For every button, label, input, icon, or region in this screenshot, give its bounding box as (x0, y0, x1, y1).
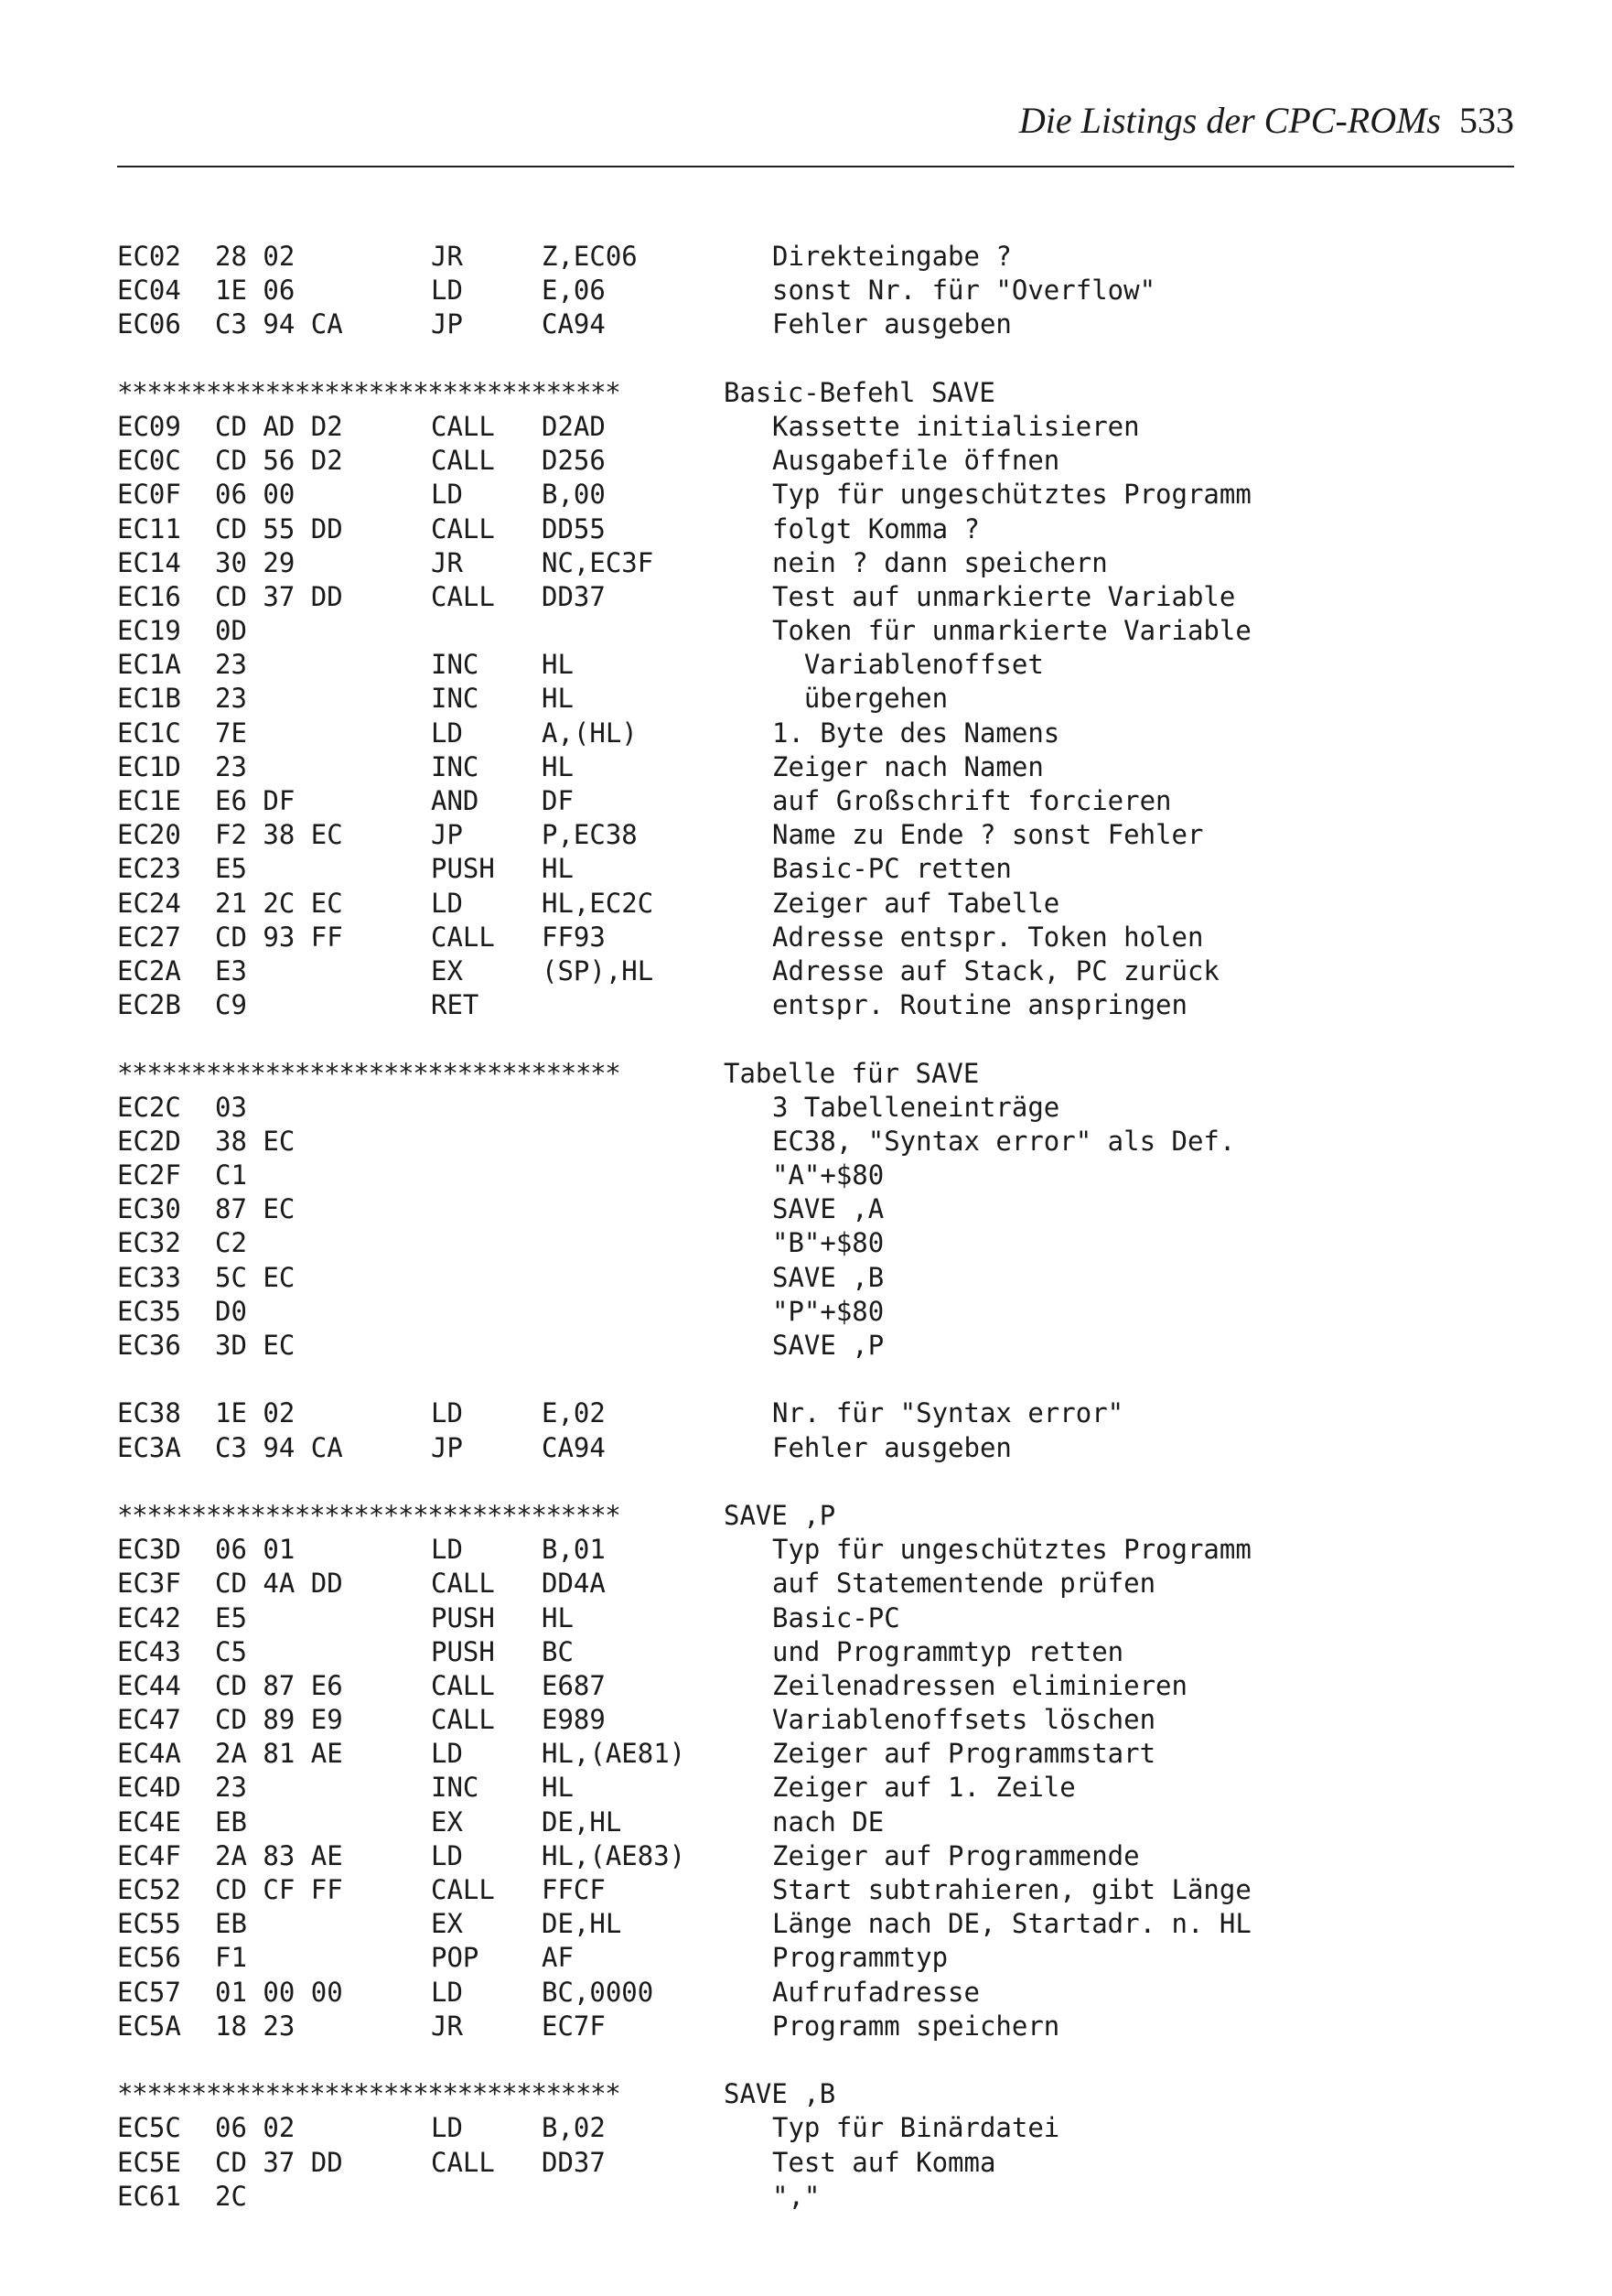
comment: Basic-PC retten (772, 853, 1012, 885)
operand: DF (542, 785, 574, 816)
mnemonic: INC (431, 750, 479, 782)
mnemonic: LD (431, 1397, 463, 1429)
comment: nach DE (772, 1806, 885, 1838)
comment: Programmtyp (772, 1942, 949, 1974)
address: EC30 (117, 1193, 181, 1225)
mnemonic: AND (431, 785, 479, 816)
mnemonic: CALL (431, 410, 495, 442)
hex-bytes: 06 02 (215, 2112, 296, 2144)
hex-bytes: D0 (215, 1295, 247, 1327)
operand: BC (542, 1635, 574, 1667)
comment: Zeiger auf 1. Zeile (772, 1772, 1076, 1804)
comment: folgt Komma ? (772, 512, 980, 544)
hex-bytes: C5 (215, 1635, 247, 1667)
comment: übergehen (772, 683, 949, 715)
hex-bytes: 28 02 (215, 241, 296, 272)
comment: Variablenoffset (772, 649, 1044, 681)
mnemonic: LD (431, 1839, 463, 1871)
hex-bytes: 3D EC (215, 1330, 296, 1361)
mnemonic: PUSH (431, 1635, 495, 1667)
comment: Test auf Komma (772, 2146, 996, 2178)
comment: "," (772, 2180, 821, 2212)
address: EC1A (117, 649, 181, 681)
hex-bytes: CD CF FF (215, 1874, 343, 1905)
address: EC2D (117, 1125, 181, 1157)
comment: Variablenoffsets löschen (772, 1704, 1156, 1736)
hex-bytes: CD 37 DD (215, 2146, 343, 2178)
comment: Typ für ungeschütztes Programm (772, 479, 1252, 511)
comment: Name zu Ende ? sonst Fehler (772, 819, 1204, 851)
hex-bytes: 1E 02 (215, 1397, 296, 1429)
mnemonic: INC (431, 1772, 479, 1804)
comment: "B"+$80 (772, 1227, 885, 1259)
hex-bytes: E5 (215, 853, 247, 885)
address: EC5E (117, 2146, 181, 2178)
comment: sonst Nr. für "Overflow" (772, 275, 1156, 307)
operand: HL,EC2C (542, 887, 654, 919)
address: EC11 (117, 512, 181, 544)
comment: Zeiger auf Tabelle (772, 887, 1060, 919)
page-number: 533 (1459, 100, 1514, 141)
address: EC1E (117, 785, 181, 816)
comment: Nr. für "Syntax error" (772, 1397, 1124, 1429)
hex-bytes: 30 29 (215, 546, 296, 578)
operand: HL (542, 649, 574, 681)
address: EC02 (117, 241, 181, 272)
operand: DD37 (542, 2146, 606, 2178)
hex-bytes: CD 87 E6 (215, 1669, 343, 1701)
hex-bytes: EB (215, 1908, 247, 1940)
address: EC33 (117, 1261, 181, 1293)
header-rule (117, 166, 1514, 167)
comment: Fehler ausgeben (772, 308, 1012, 340)
comment: und Programmtyp retten (772, 1635, 1124, 1667)
operand: P,EC38 (542, 819, 638, 851)
hex-bytes: 01 00 00 (215, 1976, 343, 2008)
address: EC16 (117, 580, 181, 612)
address: EC1D (117, 750, 181, 782)
hex-bytes: 2C (215, 2180, 247, 2212)
operand: EC7F (542, 2010, 606, 2042)
hex-bytes: 38 EC (215, 1125, 296, 1157)
hex-bytes: CD 55 DD (215, 512, 343, 544)
operand: Z,EC06 (542, 241, 638, 272)
hex-bytes: E3 (215, 954, 247, 986)
mnemonic: JP (431, 819, 463, 851)
address: EC55 (117, 1908, 181, 1940)
comment: Kassette initialisieren (772, 410, 1140, 442)
hex-bytes: F1 (215, 1942, 247, 1974)
hex-bytes: EB (215, 1806, 247, 1838)
hex-bytes: 23 (215, 750, 247, 782)
mnemonic: JR (431, 546, 463, 578)
hex-bytes: E6 DF (215, 785, 296, 816)
hex-bytes: 21 2C EC (215, 887, 343, 919)
running-header-title: Die Listings der CPC-ROMs (1018, 100, 1441, 141)
mnemonic: LD (431, 717, 463, 749)
mnemonic: JP (431, 308, 463, 340)
hex-bytes: CD 56 D2 (215, 445, 343, 477)
hex-bytes: C3 94 CA (215, 1431, 343, 1463)
comment: Adresse auf Stack, PC zurück (772, 954, 1220, 986)
address: EC23 (117, 853, 181, 885)
address: EC3A (117, 1431, 181, 1463)
operand: NC,EC3F (542, 546, 654, 578)
operand: DE,HL (542, 1908, 622, 1940)
comment: Typ für ungeschütztes Programm (772, 1534, 1252, 1566)
section-title: SAVE ,P (724, 1499, 836, 1531)
comment: "A"+$80 (772, 1159, 885, 1191)
comment: SAVE ,P (772, 1330, 885, 1361)
operand: HL,(AE83) (542, 1839, 686, 1871)
hex-bytes: 23 (215, 649, 247, 681)
operand: E687 (542, 1669, 606, 1701)
hex-bytes: E5 (215, 1601, 247, 1633)
address: EC38 (117, 1397, 181, 1429)
mnemonic: LD (431, 1738, 463, 1770)
address: EC36 (117, 1330, 181, 1361)
hex-bytes: 03 (215, 1091, 247, 1123)
address: EC57 (117, 1976, 181, 2008)
mnemonic: POP (431, 1942, 479, 1974)
operand: HL (542, 683, 574, 715)
mnemonic: CALL (431, 921, 495, 953)
operand: (SP),HL (542, 954, 654, 986)
hex-bytes: C3 94 CA (215, 308, 343, 340)
operand: AF (542, 1942, 574, 1974)
address: EC2C (117, 1091, 181, 1123)
operand: B,01 (542, 1534, 606, 1566)
comment: Basic-PC (772, 1601, 900, 1633)
comment: Start subtrahieren, gibt Länge (772, 1874, 1252, 1905)
comment: Test auf unmarkierte Variable (772, 580, 1236, 612)
address: EC4E (117, 1806, 181, 1838)
operand: CA94 (542, 1431, 606, 1463)
separator-stars: ********************************** (117, 1499, 620, 1531)
comment: Zeilenadressen eliminieren (772, 1669, 1188, 1701)
address: EC5A (117, 2010, 181, 2042)
address: EC3F (117, 1568, 181, 1600)
hex-bytes: 7E (215, 717, 247, 749)
comment: entspr. Routine anspringen (772, 989, 1188, 1021)
mnemonic: CALL (431, 512, 495, 544)
operand: HL (542, 853, 574, 885)
hex-bytes: 87 EC (215, 1193, 296, 1225)
address: EC4D (117, 1772, 181, 1804)
separator-stars: ********************************** (117, 2078, 620, 2110)
address: EC20 (117, 819, 181, 851)
mnemonic: JR (431, 2010, 463, 2042)
hex-bytes: 0D (215, 615, 247, 647)
comment: 1. Byte des Namens (772, 717, 1060, 749)
operand: FF93 (542, 921, 606, 953)
mnemonic: LD (431, 2112, 463, 2144)
comment: SAVE ,B (772, 1261, 885, 1293)
hex-bytes: 2A 83 AE (215, 1839, 343, 1871)
mnemonic: PUSH (431, 1601, 495, 1633)
mnemonic: RET (431, 989, 479, 1021)
mnemonic: CALL (431, 1704, 495, 1736)
hex-bytes: 18 23 (215, 2010, 296, 2042)
comment: SAVE ,A (772, 1193, 885, 1225)
operand: A,(HL) (542, 717, 638, 749)
address: EC4A (117, 1738, 181, 1770)
section-title: Basic-Befehl SAVE (724, 376, 995, 408)
address: EC1B (117, 683, 181, 715)
address: EC14 (117, 546, 181, 578)
mnemonic: JR (431, 241, 463, 272)
hex-bytes: 23 (215, 683, 247, 715)
address: EC44 (117, 1669, 181, 1701)
address: EC27 (117, 921, 181, 953)
mnemonic: CALL (431, 1874, 495, 1905)
hex-bytes: C1 (215, 1159, 247, 1191)
comment: Adresse entspr. Token holen (772, 921, 1204, 953)
operand: DD4A (542, 1568, 606, 1600)
address: EC04 (117, 275, 181, 307)
address: EC06 (117, 308, 181, 340)
hex-bytes: CD AD D2 (215, 410, 343, 442)
address: EC47 (117, 1704, 181, 1736)
comment: Zeiger auf Programmende (772, 1839, 1140, 1871)
separator-stars: ********************************** (117, 376, 620, 408)
address: EC61 (117, 2180, 181, 2212)
operand: E,06 (542, 275, 606, 307)
hex-bytes: CD 93 FF (215, 921, 343, 953)
address: EC2A (117, 954, 181, 986)
operand: B,00 (542, 479, 606, 511)
address: EC19 (117, 615, 181, 647)
comment: Länge nach DE, Startadr. n. HL (772, 1908, 1252, 1940)
hex-bytes: 2A 81 AE (215, 1738, 343, 1770)
address: EC52 (117, 1874, 181, 1905)
mnemonic: CALL (431, 580, 495, 612)
address: EC24 (117, 887, 181, 919)
operand: DE,HL (542, 1806, 622, 1838)
hex-bytes: 06 00 (215, 479, 296, 511)
comment: Direkteingabe ? (772, 241, 1012, 272)
comment: Fehler ausgeben (772, 1431, 1012, 1463)
address: EC4F (117, 1839, 181, 1871)
mnemonic: LD (431, 479, 463, 511)
mnemonic: LD (431, 887, 463, 919)
mnemonic: JP (431, 1431, 463, 1463)
comment: Zeiger nach Namen (772, 750, 1044, 782)
mnemonic: EX (431, 1806, 463, 1838)
address: EC32 (117, 1227, 181, 1259)
operand: E989 (542, 1704, 606, 1736)
comment: Zeiger auf Programmstart (772, 1738, 1156, 1770)
address: EC35 (117, 1295, 181, 1327)
comment: 3 Tabelleneinträge (772, 1091, 1060, 1123)
address: EC56 (117, 1942, 181, 1974)
operand: DD55 (542, 512, 606, 544)
mnemonic: CALL (431, 445, 495, 477)
operand: B,02 (542, 2112, 606, 2144)
mnemonic: CALL (431, 1669, 495, 1701)
address: EC2B (117, 989, 181, 1021)
address: EC43 (117, 1635, 181, 1667)
hex-bytes: 1E 06 (215, 275, 296, 307)
hex-bytes: C9 (215, 989, 247, 1021)
comment: Typ für Binärdatei (772, 2112, 1060, 2144)
comment: EC38, "Syntax error" als Def. (772, 1125, 1236, 1157)
hex-bytes: 06 01 (215, 1534, 296, 1566)
mnemonic: LD (431, 275, 463, 307)
address: EC0C (117, 445, 181, 477)
section-title: Tabelle für SAVE (724, 1057, 980, 1089)
mnemonic: CALL (431, 1568, 495, 1600)
mnemonic: EX (431, 954, 463, 986)
hex-bytes: 5C EC (215, 1261, 296, 1293)
address: EC0F (117, 479, 181, 511)
operand: E,02 (542, 1397, 606, 1429)
hex-bytes: CD 89 E9 (215, 1704, 343, 1736)
section-title: SAVE ,B (724, 2078, 836, 2110)
mnemonic: EX (431, 1908, 463, 1940)
hex-bytes: 23 (215, 1772, 247, 1804)
hex-bytes: CD 4A DD (215, 1568, 343, 1600)
operand: BC,0000 (542, 1976, 654, 2008)
hex-bytes: C2 (215, 1227, 247, 1259)
comment: "P"+$80 (772, 1295, 885, 1327)
comment: Ausgabefile öffnen (772, 445, 1060, 477)
comment: Aufrufadresse (772, 1976, 980, 2008)
comment: Token für unmarkierte Variable (772, 615, 1252, 647)
operand: FFCF (542, 1874, 606, 1905)
mnemonic: CALL (431, 2146, 495, 2178)
operand: D2AD (542, 410, 606, 442)
operand: D256 (542, 445, 606, 477)
comment: nein ? dann speichern (772, 546, 1108, 578)
mnemonic: INC (431, 683, 479, 715)
address: EC5C (117, 2112, 181, 2144)
address: EC42 (117, 1601, 181, 1633)
address: EC09 (117, 410, 181, 442)
address: EC3D (117, 1534, 181, 1566)
mnemonic: INC (431, 649, 479, 681)
operand: CA94 (542, 308, 606, 340)
comment: auf Großschrift forcieren (772, 785, 1172, 816)
operand: HL (542, 1601, 574, 1633)
operand: HL,(AE81) (542, 1738, 686, 1770)
mnemonic: LD (431, 1534, 463, 1566)
running-header (0, 99, 1514, 142)
hex-bytes: CD 37 DD (215, 580, 343, 612)
operand: HL (542, 750, 574, 782)
mnemonic: LD (431, 1976, 463, 2008)
comment: Programm speichern (772, 2010, 1060, 2042)
operand: HL (542, 1772, 574, 1804)
hex-bytes: F2 38 EC (215, 819, 343, 851)
operand: DD37 (542, 580, 606, 612)
comment: auf Statementende prüfen (772, 1568, 1156, 1600)
mnemonic: PUSH (431, 853, 495, 885)
address: EC2F (117, 1159, 181, 1191)
separator-stars: ********************************** (117, 1057, 620, 1089)
address: EC1C (117, 717, 181, 749)
